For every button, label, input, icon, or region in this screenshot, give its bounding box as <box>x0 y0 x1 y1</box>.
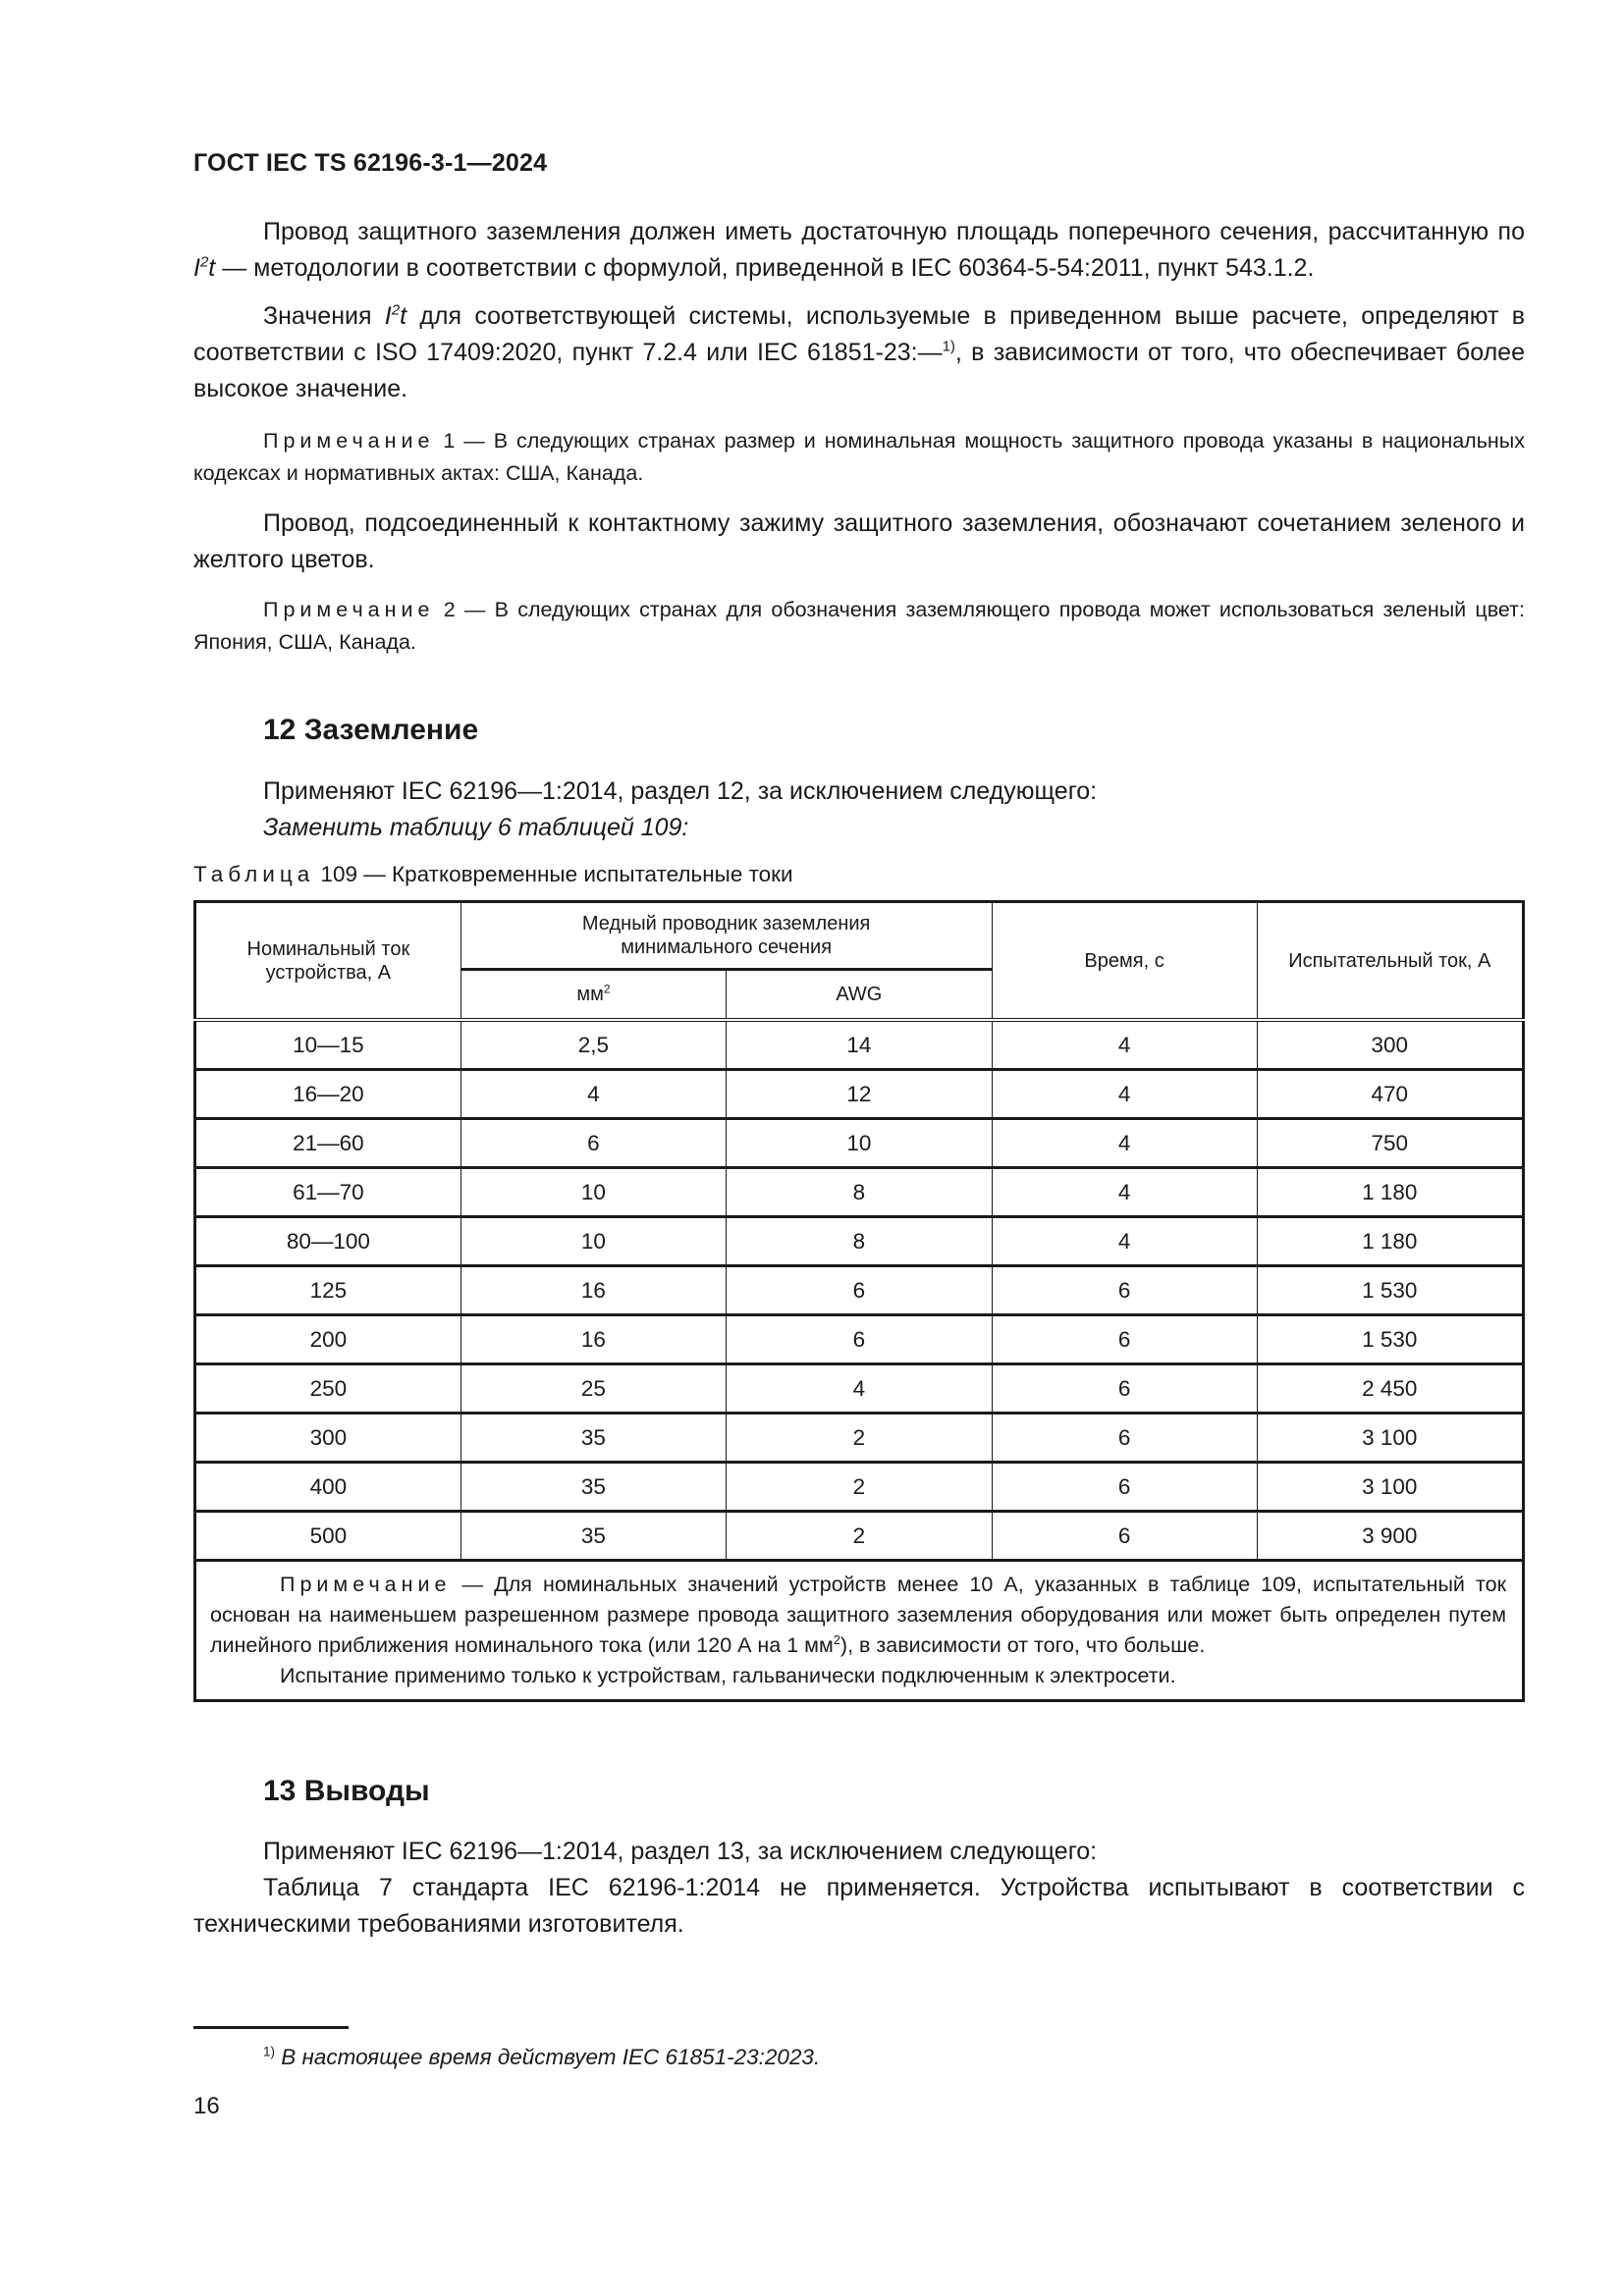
intro-block <box>193 214 1525 670</box>
footnote-ref[interactable]: 1) <box>942 338 955 355</box>
table-note: Примечание — Для номинальных значений устройств менее 10 А, указанных в таблице 109, испытательный ток основан на наименьшем разрешенном размере провода защитного заземления оборудования или может быть определен путем линейного приближения номинального тока (или 120 А на 1 $мм^2$), в зависимости от того, что больше. Испытание применимо только к устройствам, гальванически подключенным к электросети. <box>195 1561 1524 1701</box>
section-12-line1: Применяют IEC 62196—1:2014, раздел 12, за исключением следующего: <box>263 777 1098 805</box>
section-12-title: 12 Заземление <box>263 714 479 746</box>
header-conductor-group: Медный проводник заземления минимального сечения <box>460 902 992 970</box>
paragraph: Провод, подсоединенный к контактному зажиму защитного заземления, обозначают сочетанием зеленого и желтого цветов. <box>193 509 1525 573</box>
table-row: 80—100 10 8 4 1 180 <box>195 1217 1524 1266</box>
table-row: 300 35 2 6 3 100 <box>195 1414 1524 1463</box>
table-note-line2: Испытание применимо только к устройствам, гальванически подключенным к электросети. <box>280 1664 1176 1687</box>
page-number: 16 <box>193 2093 220 2119</box>
table-row: 16—20 4 12 4 470 <box>195 1070 1524 1119</box>
section-13-title: 13 Выводы <box>263 1775 430 1807</box>
table-row: 21—60 6 10 4 750 <box>195 1119 1524 1168</box>
header-rated-current: Номинальный ток устройства, А <box>195 902 461 1021</box>
paragraph: Провод защитного заземления должен иметь достаточную площадь поперечного сечения, рассчитанную по $I^2t$ — методологии в соответствии с формулой, приведенной в IEC 60364-5-54:2011, пункт 543.1.2. <box>193 218 1525 282</box>
formula: $I^2t$ <box>193 253 216 282</box>
table-row: 400 35 2 6 3 100 <box>195 1463 1524 1512</box>
formula: $I^2t$ <box>384 301 407 330</box>
section-13-body <box>193 1834 1525 1954</box>
section-13-line1: Применяют IEC 62196—1:2014, раздел 13, за исключением следующего: <box>263 1838 1098 1865</box>
footnote-marker: 1) <box>263 2044 276 2059</box>
table-row: 250 25 4 6 2 450 <box>195 1364 1524 1414</box>
table-109 <box>193 900 1525 1702</box>
table-row: 200 16 6 6 1 530 <box>195 1315 1524 1364</box>
footnote-divider <box>193 2026 349 2029</box>
section-12-body <box>193 774 1525 846</box>
table-row: 125 16 6 6 1 530 <box>195 1266 1524 1315</box>
header-mm2: $мм^2$ <box>460 970 726 1021</box>
note-1: Примечание 1 — В следующих странах размер и номинальная мощность защитного провода указаны в национальных кодексах и нормативных актах: США, Канада. <box>193 429 1525 485</box>
section-13-line2: Таблица 7 стандарта IEC 62196-1:2014 не применяется. Устройства испытывают в соответствии с техническими требованиями изготовителя. <box>193 1874 1525 1938</box>
table-row: 61—70 10 8 4 1 180 <box>195 1168 1524 1217</box>
section-12-line2: Заменить таблицу 6 таблицей 109: <box>263 814 689 841</box>
header-test-current: Испытательный ток, А <box>1257 902 1523 1021</box>
header-time: Время, с <box>992 902 1257 1021</box>
header-awg: AWG <box>727 970 992 1021</box>
table-row: 500 35 2 6 3 900 <box>195 1512 1524 1561</box>
document-header: ГОСТ IEC TS 62196-3-1—2024 <box>193 149 548 177</box>
table-caption: Таблица 109 — Кратковременные испытательные токи <box>193 862 793 886</box>
note-2: Примечание 2 — В следующих странах для обозначения заземляющего провода может использоваться зеленый цвет: Япония, США, Канада. <box>193 598 1525 654</box>
table-row: 10—15 2,5 14 4 300 <box>195 1020 1524 1070</box>
paragraph: Значения $I^2t$ для соответствующей системы, используемые в приведенном выше расчете, определяют в соответствии с ISO 17409:2020, пункт 7.2.4 или IEC 61851-23:—$^{1)}$, в зависимости от того, что обеспечивает более высокое значение. <box>193 301 1525 402</box>
footnote: $^{1)}$ В настоящее время действует IEC 61851-23:2023. <box>263 2044 821 2069</box>
